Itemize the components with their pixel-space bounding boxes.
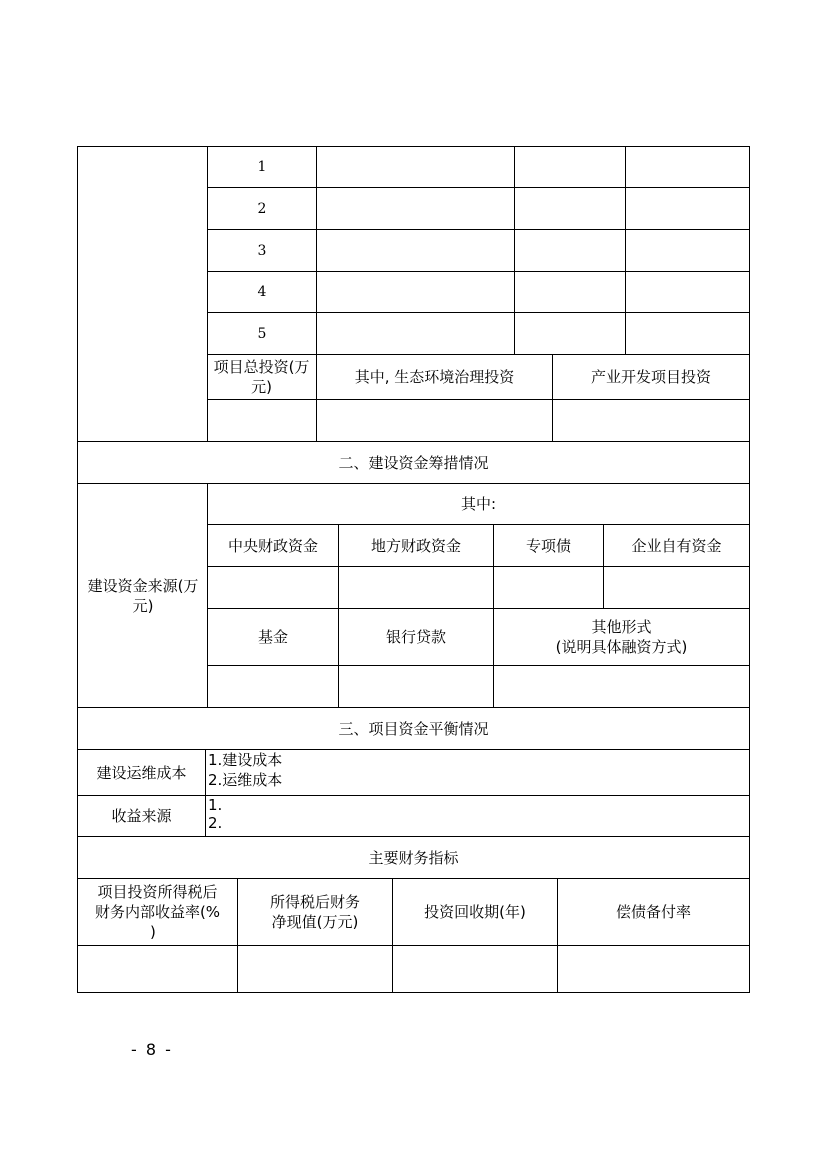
header-bank-loan: 银行贷款 [385,628,446,646]
revenue-items [206,796,748,836]
header-local-funds: 地方财政资金 [370,536,461,555]
table-border-top [77,146,750,147]
header-enterprise-funds: 企业自有资金 [631,536,722,555]
header-industry-investment: 产业开发项目投资 [590,368,711,386]
page-number: - 8 - [131,1040,173,1059]
revenue-label: 收益来源 [111,807,172,825]
revenue-item-2: 2. [208,814,223,832]
of-which-label: 其中: [460,495,497,513]
grid-line [77,945,750,946]
irr-line-1: 项目投资所得税后 [97,883,218,901]
revenue-item-1: 1. [208,796,223,814]
header-eco-investment: 其中, 生态环境治理投资 [354,368,515,386]
grid-line [207,665,750,666]
other-forms-title: 其他形式 [591,618,652,636]
header-other-forms [494,609,749,665]
cost-items [206,750,748,795]
grid-line [514,146,515,354]
cost-label: 建设运维成本 [96,763,187,782]
header-special-bond: 专项债 [525,536,571,555]
row-number-4: 4 [257,284,267,300]
row-number-5: 5 [257,325,267,342]
table-border-right [749,146,750,993]
npv-line-2: 净现值(万元) [271,913,359,931]
cost-item-operation: 2.运维成本 [208,771,283,789]
irr-line-2: 财务内部收益率(% [94,903,221,921]
grid-line [207,566,750,567]
row-number-3: 3 [257,242,267,259]
grid-line [207,399,750,400]
finance-title: 主要财务指标 [368,848,459,867]
funding-table [77,146,750,993]
header-irr [78,879,237,945]
section-2-title: 二、建设资金筹措情况 [338,453,489,472]
header-npv [238,879,392,945]
cost-item-construction: 1.建设成本 [208,751,283,769]
table-border-bottom [77,992,750,993]
header-central-funds: 中央财政资金 [227,536,318,555]
section-3-title: 三、项目资金平衡情况 [338,719,489,738]
header-dscr: 偿债备付率 [615,903,691,921]
header-fund: 基金 [257,628,288,646]
row-number-2: 2 [257,200,267,217]
header-payback-period: 投资回收期(年) [424,903,526,921]
npv-line-1: 所得税后财务 [269,893,360,911]
irr-line-3: ) [150,923,156,941]
header-total-investment: 项目总投资(万元) [213,358,310,396]
funding-source-label: 建设资金来源(万元) [87,576,199,615]
row-number-1: 1 [257,159,267,175]
grid-line [625,146,626,354]
other-forms-note: (说明具体融资方式) [555,638,688,656]
